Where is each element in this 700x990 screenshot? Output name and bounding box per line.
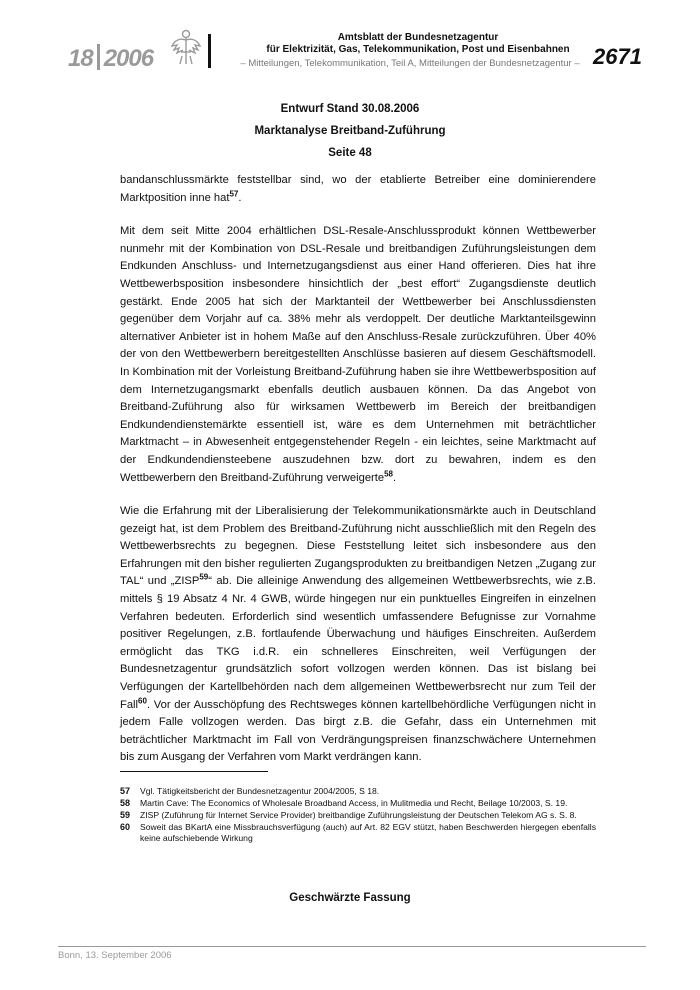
footnote-text: Martin Cave: The Economics of Wholesale Broadband Access, in Mulitmedia und Recht, Beilage 10/2003, S. 19. (140, 798, 568, 808)
footnote-number: 60 (120, 822, 131, 832)
document-heading (0, 98, 700, 164)
footnote-separator (120, 771, 268, 772)
paragraph-text: Wie die Erfahrung mit der Liberalisierung der Telekommunikationsmärkte auch in Deutschland gezeigt hat, ist dem Problem des Breitband-Zuführung nicht ausschließlich mit den Regeln des Wettbewerbsrechts zu begegnen. Diese Feststellung leitet sich insbesondere aus den Erfahrungen mit den bisher regulierten Zugangsprodukten zu breitbandigen Netzen „Zugang zur TAL“ und „ZISP (120, 505, 596, 588)
footnote-number: 57 (120, 786, 131, 796)
footnote-text: Vgl. Tätigkeitsbericht der Bundesnetzagentur 2004/2005, S 18. (140, 786, 380, 796)
footnote-ref-58[interactable]: 58 (384, 468, 393, 478)
footnote-number: 59 (120, 810, 131, 820)
document-page: Seite 48 (328, 147, 372, 159)
footnotes (120, 786, 596, 845)
paragraph-text: . Vor der Ausschöpfung des Rechtsweges können kartellbehördliche Verfügungen nicht in jedem Falle vollzogen werden. Das birgt z.B. die Gefahr, dass ein Unternehmen mit beträchtlicher Marktmacht im Fall von Verdrängungspreisen finanzschwächere Unternehmen bis zum Ausgang der Verfahren vom Markt verdrängen kann. (120, 698, 596, 764)
footnote-58 (120, 798, 596, 809)
page-header (0, 0, 700, 80)
footer-rule (58, 946, 646, 947)
issue-divider (97, 44, 100, 70)
page-number: 2671 (593, 44, 642, 69)
paragraph-text: “ ab. Die alleinige Anwendung des allgemeinen Wettbewerbsrechts, wie z.B. mittels § 19 Absatz 4 Nr. 4 GWB, würde hingegen nur ein punktuelles Eingreifen in einzelnen Verfahren bedeuten. Erforderlich sind wesentlich umfassendere Befugnisse zur Vornahme positiver Regelungen, z.B. fortlaufende Überwachung und häufiges Einschreiten. Außerdem ermöglicht das TKG i.d.R. ein schnelleres Einschreiten, weil Verfügungen der Bundesnetzagentur grundsätzlich sofort vollzogen werden können. Das ist bislang bei Verfügungen der Kartellbehörden nach dem allgemeinen Wettbewerbsrecht nur zum Teil der Fall (120, 575, 596, 711)
publisher-subtitle: – Mitteilungen, Telekommunikation, Teil A, Mitteilungen der Bundesnetzagentur – (240, 58, 580, 69)
draft-status: Entwurf Stand 30.08.2006 (280, 103, 420, 115)
paragraph-2 (120, 223, 596, 487)
blackened-version-label: Geschwärzte Fassung (289, 892, 411, 904)
publisher-line-2: für Elektrizität, Gas, Telekommunikation, Post und Eisenbahnen (266, 44, 570, 55)
paragraph-3 (120, 503, 596, 767)
footer-place-date: Bonn, 13. September 2006 (58, 950, 172, 961)
issue-year: 2006 (103, 45, 154, 72)
footnote-ref-57[interactable]: 57 (229, 188, 239, 198)
paragraph-text: bandanschlussmärkte feststellbar sind, wo der etablierte Betreiber eine dominierendere Marktposition inne hat (120, 174, 596, 204)
paragraph-text: Mit dem seit Mitte 2004 erhältlichen DSL-Resale-Anschlussprodukt können Wettbewerber nunmehr mit der Kombination von DSL-Resale und breitbandigen Zuführungsleistungen dem Endkunden Anschluss- und Internetzugangsdienst aus einer Hand offerieren. Dies hat ihre Wettbewerbsposition insbesondere hinsichtlich der „best effort“ Zugangsdienste deutlich gestärkt. Ende 2005 hat sich der Marktanteil der Wettbewerber bei Anschlussdiensten gegenüber dem Vorjahr auf ca. 38% mehr als verdoppelt. Der deutliche Marktanteilsgewinn alternativer Anbieter ist in hohem Maße auf den Anschluss-Resale zurückzuführen. Über 40% der von den Wettbewerbern bereitgestellten Anschlüsse basieren auf diesem Geschäftsmodell. In Kombination mit der Vorleistung Breitband-Zuführung haben sie ihre Wettbewerbsposition auf dem Internetzugangsmarkt ebenfalls deutlich ausbauen können. Da das Angebot von Breitband-Zuführung also für wirksamen Wettbewerb im Bereich der breitbandigen Endkundendienstemärkte essentiell ist, wäre es dem Unternehmen mit beträchtlicher Marktmacht – in Abwesenheit entgegenstehender Regeln - ein leichtes, seine Marktmacht auf der Endkundendiensteebene auszudehnen bzw. dort zu bewahren, indem es den Wettbewerbern den Breitband-Zuführung verweigerte (120, 225, 596, 484)
document-title: Marktanalyse Breitband-Zuführung (254, 125, 446, 137)
issue-number: 18 (68, 45, 93, 72)
paragraph-text: . (238, 191, 242, 204)
footnote-ref-60[interactable]: 60 (138, 695, 147, 705)
paragraph-1 (120, 172, 596, 207)
footnote-ref-59[interactable]: 59 (199, 572, 209, 582)
federal-eagle-icon (170, 26, 202, 66)
footnote-60 (120, 822, 596, 844)
issue-label (68, 44, 153, 73)
body-text (120, 172, 596, 783)
footnote-number: 58 (120, 798, 131, 808)
header-divider (208, 34, 211, 68)
footnote-59 (120, 810, 596, 821)
publisher-line-1: Amtsblatt der Bundesnetzagentur (337, 32, 499, 43)
footnote-57 (120, 786, 596, 797)
footnote-text: Soweit das BKartA eine Missbrauchsverfügung (auch) auf Art. 82 EGV stützt, haben Beschwerden hiergegen ebenfalls keine aufschiebende Wirkung (140, 822, 596, 843)
footnote-text: ZISP (Zuführung für Internet Service Provider) breitbandige Zuführungsleistung der Deutschen Telekom AG s. S. 8. (140, 810, 577, 820)
paragraph-text: . (393, 471, 397, 484)
